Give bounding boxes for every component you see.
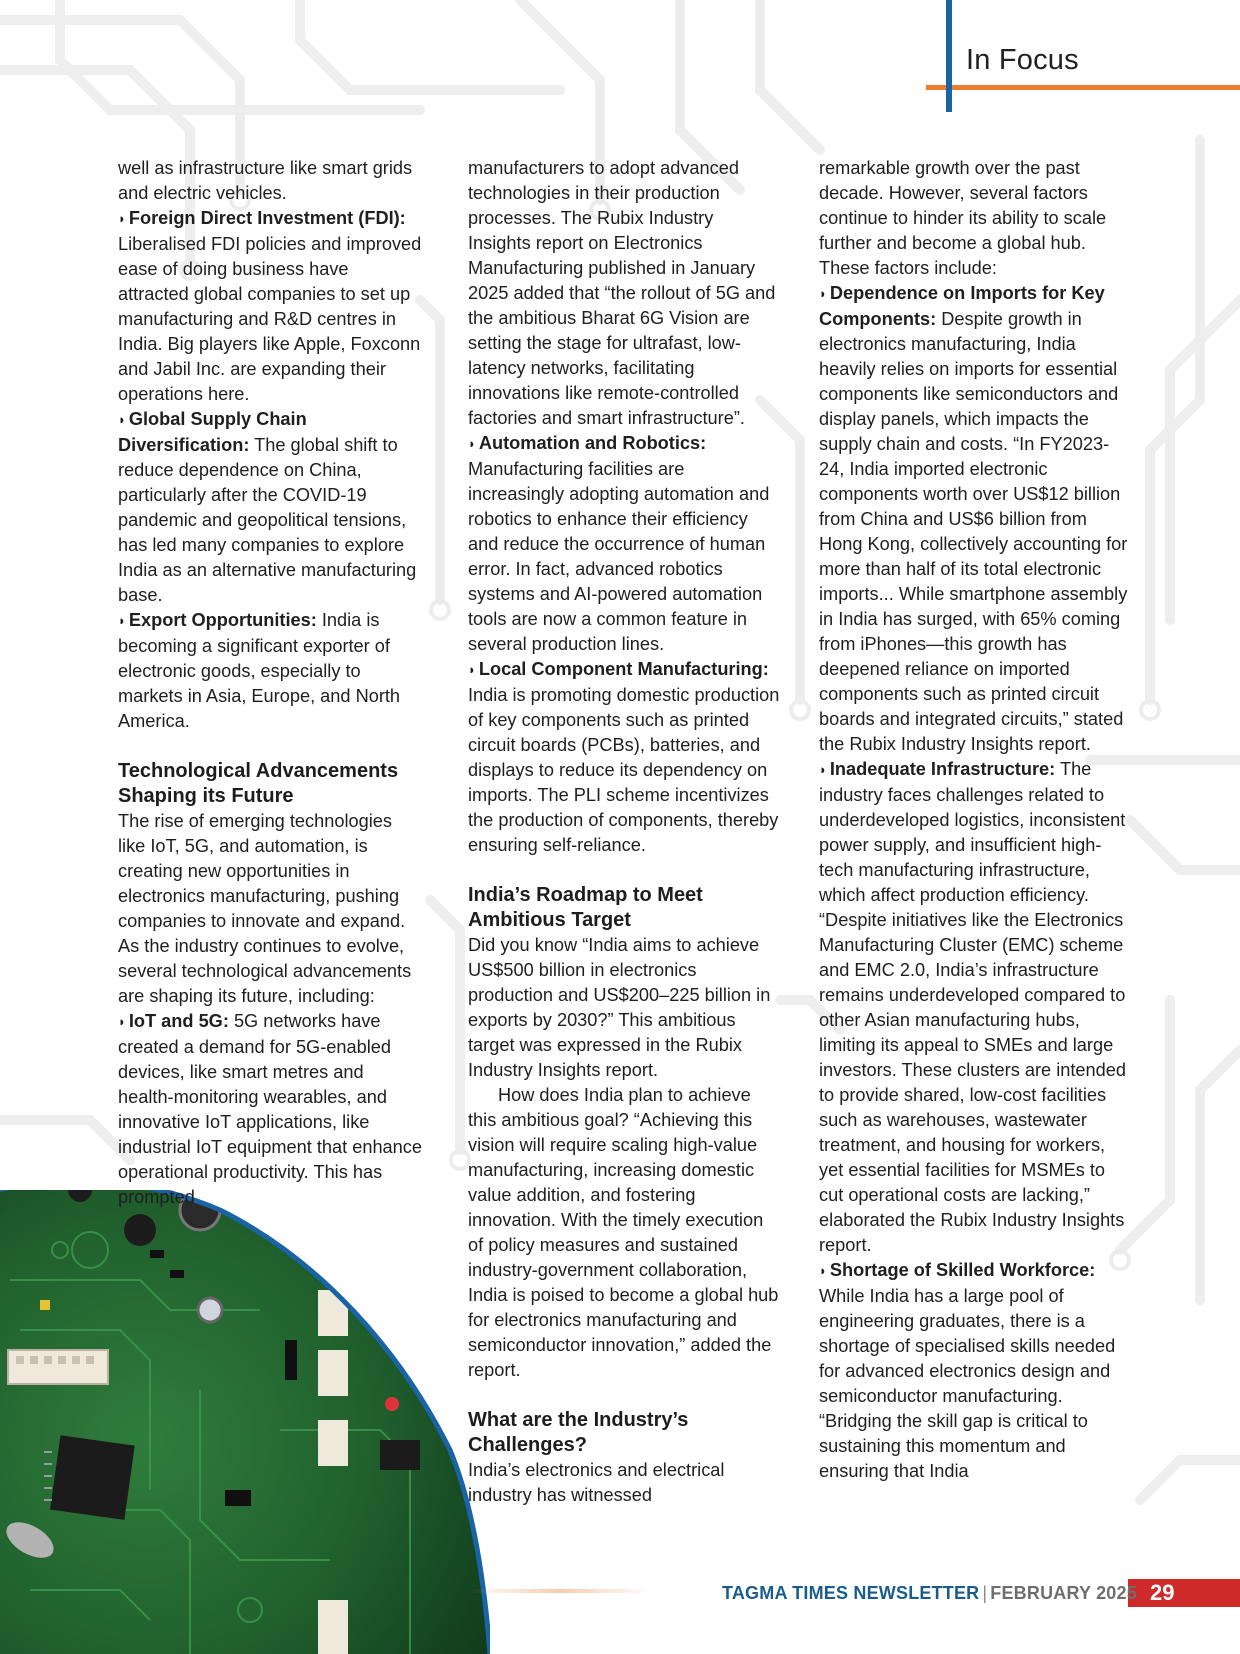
section-heading: Technological Advancements Shaping its Future <box>118 760 399 807</box>
bullet-paragraph <box>819 281 1131 757</box>
bullet-heading: Shortage of Skilled Workforce: <box>829 1260 1096 1280</box>
bullet-icon: ◗ <box>819 286 827 301</box>
bullet-heading: Global Supply Chain Diversification: <box>118 409 307 455</box>
body-paragraph: remarkable growth over the past decade. However, several factors continue to hinder its ability to scale further and become a global hub. These factors include: <box>819 158 1107 278</box>
bullet-icon: ◗ <box>819 762 827 777</box>
bullet-heading: Export Opportunities: <box>128 610 317 630</box>
bullet-heading: Automation and Robotics: <box>478 433 707 453</box>
issue-date: FEBRUARY 2025 <box>990 1583 1137 1603</box>
bullet-heading: Foreign Direct Investment (FDI): <box>128 208 406 228</box>
bullet-paragraph <box>118 608 424 734</box>
bullet-paragraph <box>118 1009 424 1210</box>
bullet-icon: ◗ <box>468 662 476 677</box>
bullet-paragraph <box>819 757 1131 1258</box>
paragraph-spacer <box>468 1383 780 1408</box>
bullet-icon: ◗ <box>118 613 126 628</box>
body-paragraph: manufacturers to adopt advanced technologies in their production processes. The Rubix Industry Insights report on Electronics Manufacturing published in January 2025 added that “the rollout of 5G and the ambitious Bharat 6G Vision are setting the stage for ultrafast, low-latency networks, facilitating innovations like remote-controlled factories and smart infrastructure”. <box>468 158 776 428</box>
bullet-icon: ◗ <box>118 1014 126 1029</box>
body-paragraph: well as infrastructure like smart grids and electric vehicles. <box>118 158 413 203</box>
bullet-paragraph <box>118 407 424 608</box>
bullet-text: 5G networks have created a demand for 5G-enabled devices, like smart metres and health-monitoring wearables, and innovative IoT applications, like industrial IoT equipment that enhance operational productivity. This has prompted <box>118 1011 423 1207</box>
footer-publication-line <box>722 1583 1137 1604</box>
bullet-text: The industry faces challenges related to underdeveloped logistics, inconsistent power supply, and insufficient high-tech manufacturing infrastructure, which affect production efficiency. “Despite initiatives like the Electronics Manufacturing Cluster (EMC) scheme and EMC 2.0, India’s infrastructure remains underdeveloped compared to other Asian manufacturing hubs, limiting its appeal to SMEs and large investors. These clusters are intended to provide shared, low-cost facilities such as warehouses, wastewater treatment, and housing for workers, yet essential facilities for MSMEs to cut operational costs are lacking,” elaborated the Rubix Industry Insights report. <box>819 759 1126 1255</box>
bullet-text: While India has a large pool of engineering graduates, there is a shortage of specialised skills needed for advanced electronics design and semiconductor manufacturing. “Bridging the skill gap is critical to sustaining this momentum and ensuring that India <box>819 1286 1116 1481</box>
article-column-3 <box>819 156 1131 1484</box>
paragraph-spacer <box>118 734 424 759</box>
bullet-text: Liberalised FDI policies and improved ease of doing business have attracted global companies to set up manufacturing and R&D centres in India. Big players like Apple, Foxconn and Jabil Inc. are expanding their operations here. <box>118 234 422 404</box>
bullet-paragraph <box>468 431 780 657</box>
bullet-icon: ◗ <box>118 211 126 226</box>
footer-accent-line <box>470 1589 650 1593</box>
bullet-text: The global shift to reduce dependence on China, particularly after the COVID-19 pandemic and geopolitical tensions, has led many companies to explore India as an alternative manufacturing base. <box>118 435 417 605</box>
section-title: In Focus <box>966 44 1079 76</box>
footer-separator: | <box>982 1583 988 1603</box>
publication-name: TAGMA TIMES NEWSLETTER <box>722 1583 980 1603</box>
body-paragraph: India’s electronics and electrical industry has witnessed <box>468 1460 725 1505</box>
bullet-text: India is becoming a significant exporter of electronic goods, especially to markets in Asia, Europe, and North America. <box>118 610 401 731</box>
page-number-box <box>1128 1579 1240 1607</box>
body-paragraph: Did you know “India aims to achieve US$500 billion in electronics production and US$200–225 billion in exports by 2030?” This ambitious target was expressed in the Rubix Industry Insights report. <box>468 935 771 1080</box>
article-column-2 <box>468 156 780 1508</box>
article-column-1 <box>118 156 424 1210</box>
bullet-text: India is promoting domestic production of key components such as printed circuit boards (PCBs), batteries, and displays to reduce its dependency on imports. The PLI scheme incentivizes the production of components, thereby ensuring self-reliance. <box>468 685 780 855</box>
bullet-text: Manufacturing facilities are increasingly adopting automation and robotics to enhance their efficiency and reduce the occurrence of human error. In fact, advanced robotics systems and AI-powered automation tools are now a common feature in several production lines. <box>468 459 770 654</box>
page-number: 29 <box>1150 1580 1175 1605</box>
body-paragraph: How does India plan to achieve this ambitious goal? “Achieving this vision will require scaling high-value manufacturing, increasing domestic value addition, and fostering innovation. With the timely execution of policy measures and sustained industry-government collaboration, India is poised to become a global hub for electronics manufacturing and semiconductor innovation,” added the report. <box>468 1085 779 1380</box>
section-heading: India’s Roadmap to Meet Ambitious Target <box>468 884 703 931</box>
bullet-icon: ◗ <box>819 1263 827 1278</box>
bullet-icon: ◗ <box>118 412 126 427</box>
bullet-paragraph <box>118 206 424 407</box>
body-paragraph: The rise of emerging technologies like IoT, 5G, and automation, is creating new opportunities in electronics manufacturing, pushing companies to innovate and expand. As the industry continues to evolve, several technological advancements are shaping its future, including: <box>118 811 412 1006</box>
bullet-icon: ◗ <box>468 436 476 451</box>
circuit-board-photo <box>0 1190 490 1654</box>
paragraph-spacer <box>468 858 780 883</box>
bullet-heading: Local Component Manufacturing: <box>478 659 769 679</box>
bullet-paragraph <box>819 1258 1131 1484</box>
bullet-paragraph <box>468 657 780 858</box>
bullet-heading: Dependence on Imports for Key Components: <box>819 283 1105 329</box>
bullet-heading: Inadequate Infrastructure: <box>829 759 1056 779</box>
bullet-heading: IoT and 5G: <box>128 1011 229 1031</box>
bullet-text: Despite growth in electronics manufacturing, India heavily relies on imports for essential components like semiconductors and display panels, which impacts the supply chain and costs. “In FY2023-24, India imported electronic components worth over US$12 billion from China and US$6 billion from Hong Kong, collectively accounting for more than half of its total electronic imports... While smartphone assembly in India has surged, with 65% coming from iPhones—this growth has deepened reliance on imported components such as printed circuit boards and integrated circuits,” stated the Rubix Industry Insights report. <box>819 309 1128 754</box>
section-heading: What are the Industry’s Challenges? <box>468 1409 689 1456</box>
